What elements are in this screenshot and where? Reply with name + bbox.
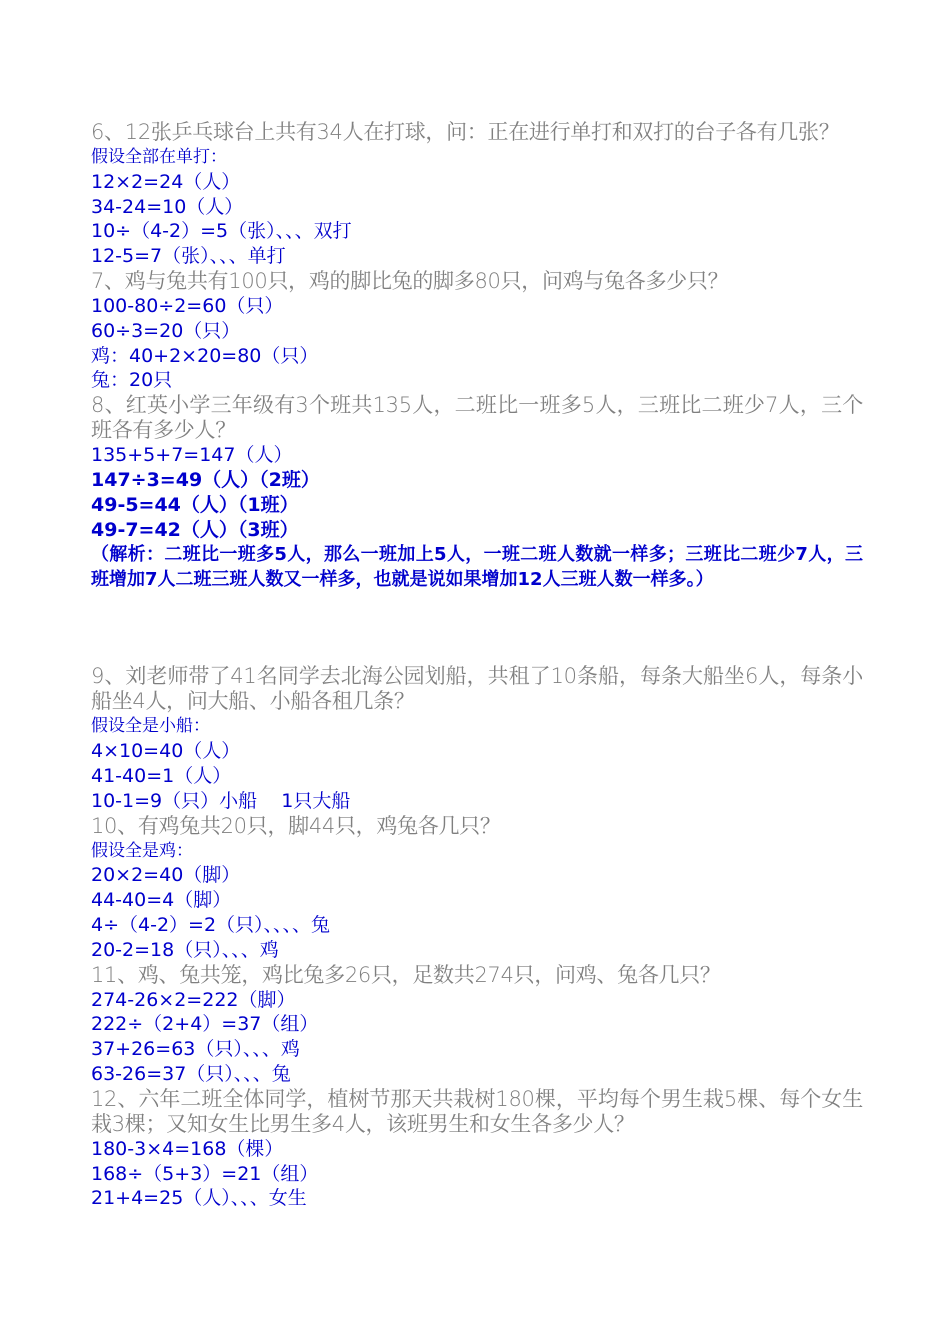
question-text: 8、红英小学三年级有3个班共135人，二班比一班多5人，三班比二班少7人，三个班各有多少人？: [91, 393, 863, 443]
question-text: 9、刘老师带了41名同学去北海公园划船，共租了10条船，每条大船坐6人，每条小船坐4人，问大船、小船各租几条？: [91, 664, 863, 714]
answer-line: 168÷（5+3）=21（组）: [91, 1162, 319, 1185]
question-text: 10、有鸡兔共20只，脚44只，鸡兔各几只？: [91, 813, 501, 838]
problem-7: [91, 269, 863, 393]
analysis-note: （解析：二班比一班多5人，那么一班加上5人，一班二班人数就一样多；三班比二班少7人，三班增加7人二班三班人数又一样多，也就是说如果增加12人三班人数一样多。）: [91, 544, 863, 591]
question-text: 7、鸡与兔共有100只，鸡的脚比兔的脚多80只，问鸡与兔各多少只？: [91, 268, 729, 293]
answer-line: 44-40=4（脚）: [91, 889, 232, 912]
answer-line: 60÷3=20（只）: [91, 319, 241, 342]
answer-line: 10-1=9（只）小船 1只大船: [91, 789, 351, 812]
spacer: [91, 592, 863, 664]
answer-line: 4÷（4-2）=2（只）、、、、兔: [91, 913, 331, 936]
problem-11: [91, 963, 863, 1087]
answer-line: 34-24=10（人）: [91, 195, 244, 218]
problem-8: [91, 393, 863, 592]
answer-line: 147÷3=49（人）（2班）: [91, 468, 320, 491]
answer-line: 49-7=42（人）（3班）: [91, 518, 299, 541]
answer-line: 49-5=44（人）（1班）: [91, 493, 299, 516]
problem-9: [91, 664, 863, 813]
answer-line: 41-40=1（人）: [91, 764, 232, 787]
answer-line: 135+5+7=147（人）: [91, 444, 293, 467]
question-text: 6、12张乒乓球台上共有34人在打球，问：正在进行单打和双打的台子各有几张？: [91, 120, 840, 144]
answer-line: 20-2=18（只）、、、鸡: [91, 938, 279, 961]
answer-line: 假设全部在单打：: [91, 147, 227, 167]
problem-6: [91, 120, 863, 269]
answer-line: 假设全是小船：: [91, 716, 210, 737]
answer-line: 20×2=40（脚）: [91, 864, 241, 887]
problem-12: [91, 1087, 863, 1211]
document-page: [91, 120, 863, 1211]
answer-line: 假设全是鸡：: [91, 840, 193, 861]
problem-10: [91, 814, 863, 963]
answer-line: 274-26×2=222（脚）: [91, 988, 296, 1011]
answer-line: 12-5=7（张）、、、单打: [91, 245, 286, 268]
answer-line: 兔：20只: [91, 369, 173, 392]
question-text: 12、六年二班全体同学，植树节那天共栽树180棵，平均每个男生栽5棵、每个女生栽3棵；又知女生比男生多4人，该班男生和女生各多少人？: [91, 1086, 863, 1136]
answer-line: 12×2=24（人）: [91, 170, 241, 193]
answer-line: 鸡：40+2×20=80（只）: [91, 344, 319, 367]
answer-line: 63-26=37（只）、、、兔: [91, 1062, 291, 1085]
answer-line: 21+4=25（人）、、、女生: [91, 1187, 307, 1210]
answer-line: 222÷（2+4）=37（组）: [91, 1013, 319, 1036]
question-text: 11、鸡、兔共笼，鸡比兔多26只，足数共274只，问鸡、兔各几只？: [91, 962, 721, 987]
answer-line: 4×10=40（人）: [91, 740, 241, 763]
answer-line: 100-80÷2=60（只）: [91, 294, 284, 317]
answer-line: 180-3×4=168（棵）: [91, 1137, 284, 1160]
answer-line: 10÷（4-2）=5（张）、、、双打: [91, 220, 352, 243]
answer-line: 37+26=63（只）、、、鸡: [91, 1038, 300, 1061]
